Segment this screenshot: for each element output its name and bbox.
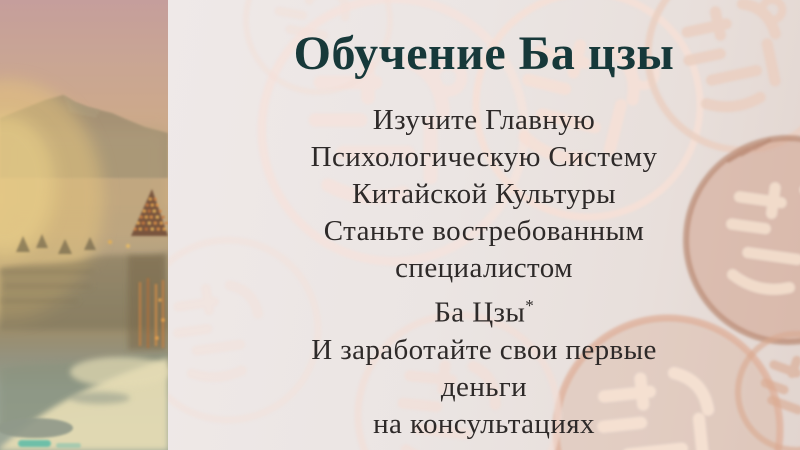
content-area bbox=[168, 0, 800, 450]
page-title: Обучение Ба цзы bbox=[293, 27, 675, 80]
text-line: специалистом bbox=[395, 252, 573, 284]
body-text bbox=[168, 102, 800, 443]
text-line: Психологическую Систему bbox=[310, 141, 658, 173]
slide-content bbox=[168, 24, 800, 450]
text-line-with-footnote bbox=[168, 287, 800, 332]
text-line: Китайской Культуры bbox=[352, 178, 616, 210]
text-line: на консультациях bbox=[373, 407, 595, 440]
sunset-lake-photo bbox=[0, 0, 168, 450]
footnote-marker: * bbox=[525, 296, 534, 315]
text-line: Ба Цзы bbox=[434, 296, 526, 329]
text-line: Станьте востребованным bbox=[323, 215, 645, 247]
text-line: деньги bbox=[440, 370, 528, 403]
sunset-lake-photo-art bbox=[0, 0, 168, 450]
text-line: Изучите Главную bbox=[372, 104, 596, 136]
text-line: И заработайте свои первые bbox=[311, 333, 657, 366]
